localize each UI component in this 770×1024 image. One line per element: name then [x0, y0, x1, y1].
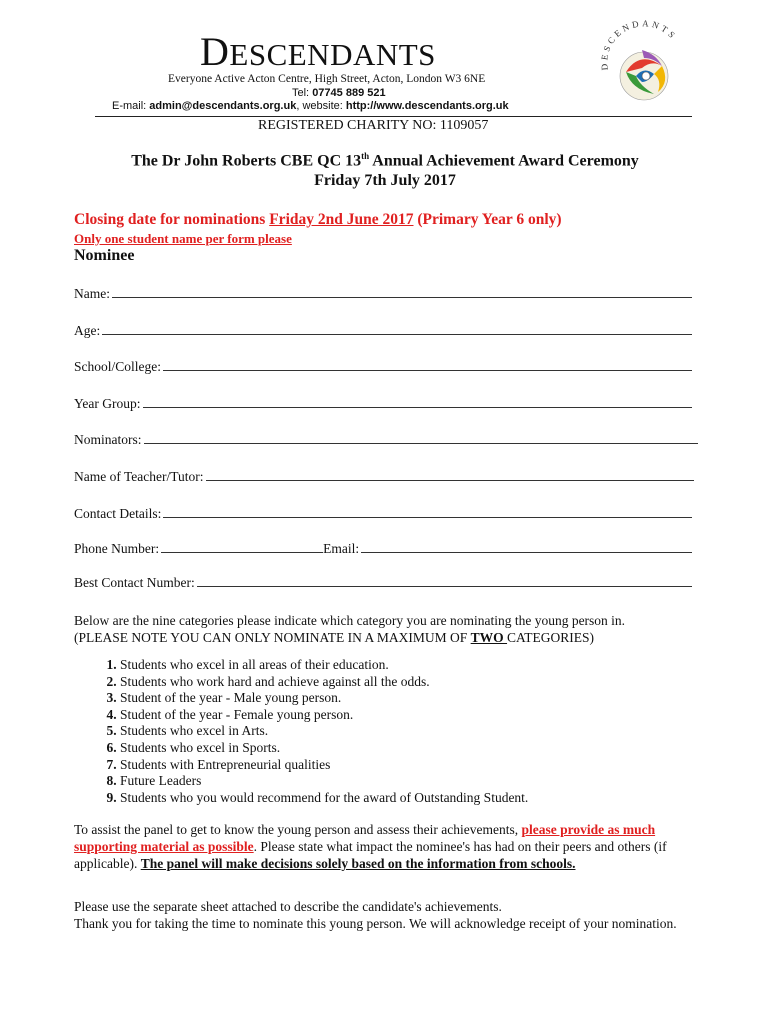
category-item[interactable]: 9. Students who you would recommend for the award of Outstanding Student. — [120, 790, 528, 807]
assist-text: To assist the panel to get to know the young person and assess their achievements, — [74, 822, 522, 837]
nominators-label: Nominators: — [74, 432, 142, 447]
contact-details-field[interactable] — [74, 506, 692, 522]
category-item[interactable]: 6. Students who excel in Sports. — [120, 740, 528, 757]
nominee-heading: Nominee — [74, 247, 135, 264]
closing-text — [74, 898, 714, 932]
tel-label: Tel: — [292, 87, 313, 99]
phone-line[interactable] — [161, 541, 323, 553]
school-label: School/College: — [74, 359, 161, 374]
org-address: Everyone Active Acton Centre, High Street, Acton, London W3 6NE — [168, 73, 486, 85]
panel-decision-note: The panel will make decisions solely based on the information from schools. — [140, 856, 576, 871]
year-group-line[interactable] — [143, 396, 693, 408]
school-field[interactable] — [74, 359, 692, 375]
category-item[interactable]: 3. Student of the year - Male young person. — [120, 690, 528, 707]
year-group-field[interactable] — [74, 396, 692, 412]
age-field[interactable] — [74, 323, 692, 339]
closing-date-suffix: (Primary Year 6 only) — [413, 211, 562, 228]
categories-intro-line1: Below are the nine categories please indicate which category you are nominating the young person in. — [74, 613, 626, 628]
tel-number: 07745 889 521 — [312, 87, 386, 99]
contact-details-line[interactable] — [163, 506, 692, 518]
org-title-initial: D — [200, 29, 230, 74]
best-contact-field[interactable] — [74, 575, 692, 591]
assist-impact-text: . Please state what impact the nominee's has had on their peers and others (if applicable). — [74, 839, 667, 871]
category-item[interactable]: 4. Student of the year - Female young person. — [120, 707, 528, 724]
org-contact-line — [112, 100, 509, 112]
descendants-logo — [596, 20, 688, 106]
category-item[interactable]: 5. Students who excel in Arts. — [120, 723, 528, 740]
separate-sheet-note: Please use the separate sheet attached to describe the candidate's achievements. — [74, 899, 502, 914]
org-telephone — [292, 87, 386, 99]
closing-date-prefix: Closing date for nominations — [74, 211, 270, 228]
categories-intro — [74, 612, 714, 646]
age-line[interactable] — [102, 323, 692, 335]
ceremony-date: Friday 7th July 2017 — [314, 172, 456, 189]
email-label: Email: — [323, 541, 360, 556]
teacher-field[interactable] — [74, 469, 694, 485]
supporting-material-note: please provide as much supporting material as possible — [74, 822, 656, 854]
ceremony-title-sup: th — [361, 151, 370, 161]
logo-text: DESCENDANTS — [599, 20, 679, 71]
email-label: E-mail: — [112, 100, 150, 112]
nominators-line[interactable] — [144, 432, 699, 444]
categories-note-two: TWO — [470, 630, 508, 645]
org-email: admin@descendants.org.uk — [149, 100, 297, 112]
categories-intro-line2 — [74, 629, 714, 646]
school-line[interactable] — [163, 359, 692, 371]
category-item[interactable]: 7. Students with Entrepreneurial qualities — [120, 757, 528, 774]
name-field[interactable] — [74, 286, 692, 302]
charity-number: REGISTERED CHARITY NO: 1109057 — [258, 118, 489, 133]
phone-label: Phone Number: — [74, 541, 160, 556]
website-label: , website: — [296, 100, 346, 112]
category-item[interactable]: 8. Future Leaders — [120, 773, 528, 790]
ceremony-title-main: The Dr John Roberts CBE QC 13 — [131, 152, 362, 170]
best-contact-label: Best Contact Number: — [74, 575, 195, 590]
closing-date: Friday 2nd June 2017 — [269, 211, 414, 228]
phone-email-field[interactable] — [74, 541, 692, 557]
closing-date-notice — [74, 211, 562, 229]
categories-list — [74, 657, 528, 806]
name-label: Name: — [74, 286, 110, 301]
header-divider — [95, 116, 692, 117]
ceremony-title-rest: Annual Achievement Award Ceremony — [369, 152, 639, 170]
org-title-rest: ESCENDANTS — [229, 37, 436, 72]
email-line[interactable] — [361, 541, 692, 553]
teacher-label: Name of Teacher/Tutor: — [74, 469, 204, 484]
category-item[interactable]: 1. Students who excel in all areas of their education. — [120, 657, 528, 674]
age-label: Age: — [74, 323, 101, 338]
best-contact-line[interactable] — [197, 575, 692, 587]
thank-you-note: Thank you for taking the time to nominate this young person. We will acknowledge receipt of your nomination. — [74, 916, 677, 931]
assist-paragraph — [74, 821, 714, 872]
category-item[interactable]: 2. Students who work hard and achieve against all the odds. — [120, 674, 528, 691]
year-group-label: Year Group: — [74, 396, 141, 411]
categories-note-suffix: CATEGORIES) — [507, 630, 595, 645]
one-name-per-form-note: Only one student name per form please — [74, 231, 292, 246]
org-website: http://www.descendants.org.uk — [345, 100, 509, 112]
nominators-field[interactable] — [74, 432, 698, 448]
org-title — [200, 28, 436, 75]
teacher-line[interactable] — [206, 469, 694, 481]
name-line[interactable] — [112, 286, 692, 298]
ceremony-title — [0, 151, 770, 170]
contact-details-label: Contact Details: — [74, 506, 162, 521]
categories-note-prefix: (PLEASE NOTE YOU CAN ONLY NOMINATE IN A MAXIMUM OF — [74, 630, 471, 645]
